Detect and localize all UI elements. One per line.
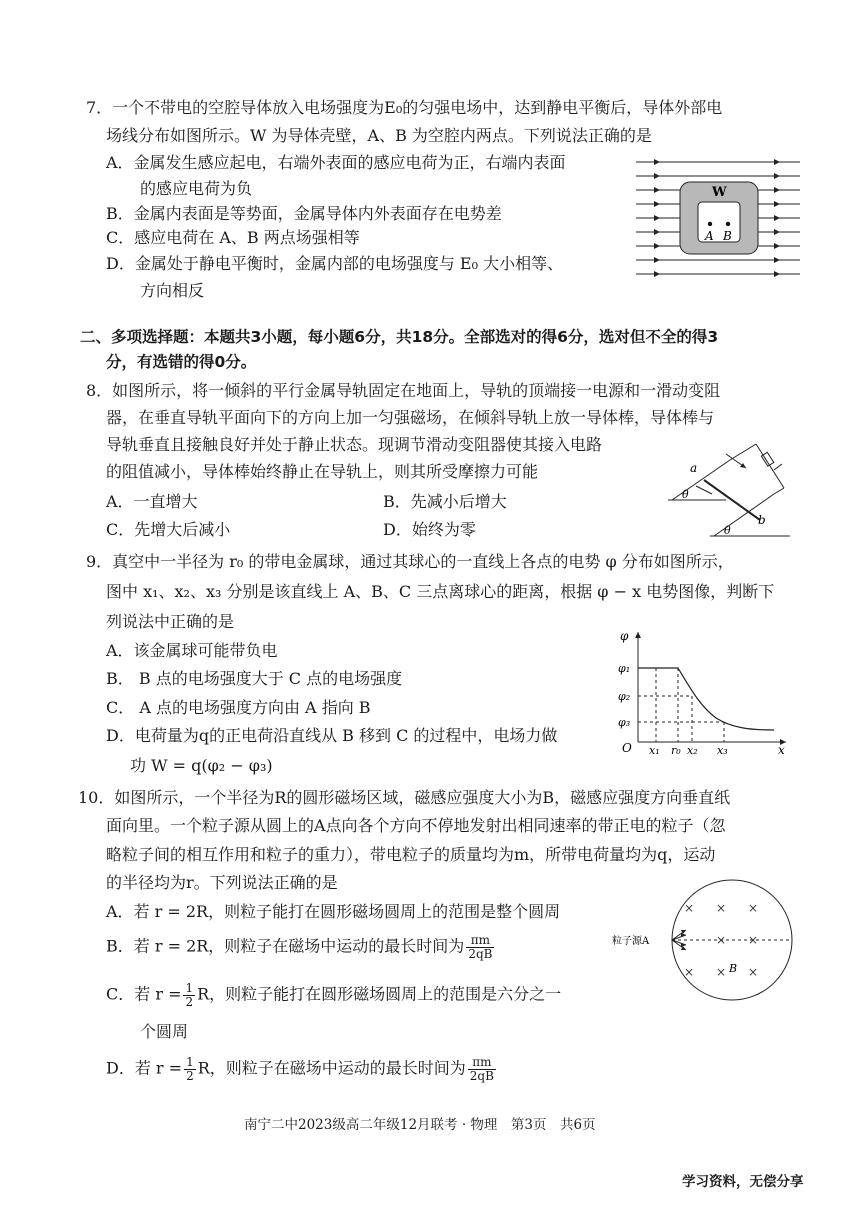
q10-option-d-pre: D．若 r =	[106, 1058, 183, 1078]
q10-cross: ×	[716, 965, 727, 979]
q8-stem-line2: 器，在垂直导轨平面向下的方向上加一匀强磁场，在倾斜导轨上放一导体棒，导体棒与	[106, 408, 715, 427]
q7-stem-line2: 场线分布如图所示。W 为导体壳壁，A、B 为空腔内两点。下列说法正确的是	[106, 126, 652, 145]
q10-stem-line2: 面向里。一个粒子源从圆上的A点向各个方向不停地发射出相同速率的带正电的粒子（忽	[106, 816, 726, 835]
q8-option-a: A．一直增大	[106, 492, 198, 511]
q9-potential-graph	[616, 626, 796, 756]
q10-cross: ×	[684, 965, 695, 979]
q10-option-d-half-denominator: 2	[186, 1068, 194, 1083]
q7-option-c: C．感应电荷在 A、B 两点场强相等	[106, 228, 360, 247]
q10-option-c-numerator: 1	[185, 981, 194, 995]
q10-option-b-text: B．若 r = 2R，则粒子在磁场中运动的最长时间为	[106, 936, 465, 956]
q9-label-phi2: φ₂	[618, 690, 631, 703]
watermark-text: 学习资料，无偿分享	[682, 1174, 804, 1190]
q9-label-x3: x₃	[717, 744, 728, 756]
q8-label-a: a	[690, 461, 698, 475]
q7-option-b: B．金属内表面是等势面，金属导体内外表面存在电势差	[106, 204, 502, 223]
q8-option-c: C．先增大后减小	[106, 520, 231, 539]
q10-option-b	[106, 934, 496, 960]
q10-option-d	[106, 1056, 498, 1082]
q9-stem-line3: 列说法中正确的是	[106, 612, 235, 631]
section-2-heading-line2: 分，有选错的得0分。	[106, 353, 257, 371]
q8-stem-line1: 8．如图所示，将一倾斜的平行金属导轨固定在地面上，导轨的顶端接一电源和一滑动变阻	[86, 381, 721, 400]
q10-option-c-line2: 个圆周	[140, 1022, 189, 1041]
q9-label-r0: r₀	[671, 744, 681, 756]
q10-option-d-fraction-half	[184, 1056, 196, 1082]
q9-option-b: B． B 点的电场强度大于 C 点的电场强度	[106, 669, 403, 688]
q10-stem-line3: 略粒子间的相互作用和粒子的重力），带电粒子的质量均为m，所带电荷量均为q，运动	[106, 845, 716, 864]
q10-label-b: B	[729, 962, 738, 975]
q8-option-b: B．先减小后增大	[383, 492, 507, 511]
q10-option-a: A．若 r = 2R，则粒子能打在圆形磁场圆周上的范围是整个圆周	[106, 902, 561, 921]
q8-stem-line3: 导轨垂直且接触良好并处于静止状态。现调节滑动变阻器使其接入电路	[106, 435, 603, 454]
q10-option-d-fraction-time	[468, 1056, 496, 1082]
q10-stem-line4: 的半径均为r。下列说法正确的是	[106, 873, 338, 892]
q9-origin: O	[622, 741, 632, 755]
q7-option-a-line2: 的感应电荷为负	[140, 179, 253, 198]
q9-stem-line2: 图中 x₁、x₂、x₃ 分别是该直线上 A、B、C 三点离球心的距离，根据 φ − x 电势图像，判断下	[106, 582, 775, 601]
q7-label-w: W	[712, 185, 727, 200]
q10-option-c-fraction	[183, 982, 195, 1008]
q8-angle-bottom: θ	[724, 524, 731, 537]
q8-option-d: D．始终为零	[383, 520, 476, 539]
q10-cross: ×	[748, 901, 759, 915]
q9-option-d-line1: D．电荷量为q的正电荷沿直线从 B 移到 C 的过程中，电场力做	[106, 726, 558, 745]
q9-axis-x: x	[778, 743, 785, 756]
q9-option-c: C． A 点的电场强度方向由 A 指向 B	[106, 698, 371, 717]
q7-label-a: A	[705, 229, 714, 243]
q7-label-b: B	[723, 229, 732, 243]
q10-option-d-mid: R，则粒子在磁场中运动的最长时间为	[197, 1058, 466, 1078]
q10-option-c-denominator: 2	[185, 994, 194, 1009]
q9-axis-phi: φ	[620, 629, 629, 643]
q10-option-b-fraction	[466, 934, 494, 960]
q10-magnetic-field-figure	[612, 878, 802, 1002]
q10-cross: ×	[716, 933, 727, 947]
section-2-heading-line1: 二、多项选择题：本题共3小题，每小题6分，共18分。全部选对的得6分，选对但不全的得3	[80, 328, 719, 346]
q8-stem-line4: 的阻值减小，导体棒始终静止在导轨上，则其所受摩擦力可能	[106, 462, 539, 481]
q9-label-phi3: φ₃	[618, 716, 631, 729]
q9-label-phi1: φ₁	[618, 662, 631, 675]
q9-label-x1: x₁	[649, 744, 660, 756]
q10-source-label: 粒子源A	[612, 936, 650, 947]
q10-option-c	[106, 982, 561, 1008]
q10-option-d-half-numerator: 1	[186, 1055, 194, 1069]
q10-option-d-time-denominator: 2qB	[469, 1068, 494, 1083]
q9-option-d-line2: 功 W = q(φ₂ − φ₃)	[130, 756, 273, 775]
q10-option-d-time-numerator: πm	[468, 1056, 496, 1070]
q7-stem-line1: 7．一个不带电的空腔导体放入电场强度为E₀的匀强电场中，达到静电平衡后，导体外部电	[86, 98, 723, 117]
q10-cross: ×	[716, 901, 727, 915]
q8-label-b: b	[758, 513, 766, 527]
q9-label-x2: x₂	[687, 744, 698, 756]
q10-option-c-pre: C．若 r =	[106, 984, 182, 1004]
page-footer: 南宁二中2023级高二年级12月联考 · 物理 第3页 共6页	[244, 1117, 596, 1133]
q10-cross: ×	[684, 901, 695, 915]
q10-stem-line1: 10．如图所示，一个半径为R的圆形磁场区域，磁感应强度大小为B，磁感应强度方向垂直纸	[78, 788, 731, 807]
q10-option-b-denominator: 2qB	[468, 946, 493, 961]
q10-option-c-post: R，则粒子能打在圆形磁场圆周上的范围是六分之一	[197, 984, 562, 1004]
q7-point-a	[708, 222, 712, 226]
q10-cross: ×	[748, 933, 759, 947]
q7-option-a-line1: A．金属发生感应起电，右端外表面的感应电荷为正，右端内表面	[106, 153, 566, 172]
q9-stem-line1: 9．真空中一半径为 r₀ 的带电金属球，通过其球心的一直线上各点的电势 φ 分布如图所示，	[86, 552, 734, 571]
q7-conductor-figure	[630, 150, 806, 286]
q9-option-a: A．该金属球可能带负电	[106, 641, 278, 660]
q7-point-b	[726, 222, 730, 226]
q7-option-d-line1: D．金属处于静电平衡时，金属内部的电场强度与 E₀ 大小相等、	[106, 254, 564, 273]
q10-option-b-numerator: πm	[466, 934, 494, 948]
q8-angle-top: θ	[682, 488, 689, 501]
q10-cross: ×	[748, 965, 759, 979]
q7-option-d-line2: 方向相反	[140, 281, 205, 300]
q8-incline-figure	[666, 438, 806, 540]
